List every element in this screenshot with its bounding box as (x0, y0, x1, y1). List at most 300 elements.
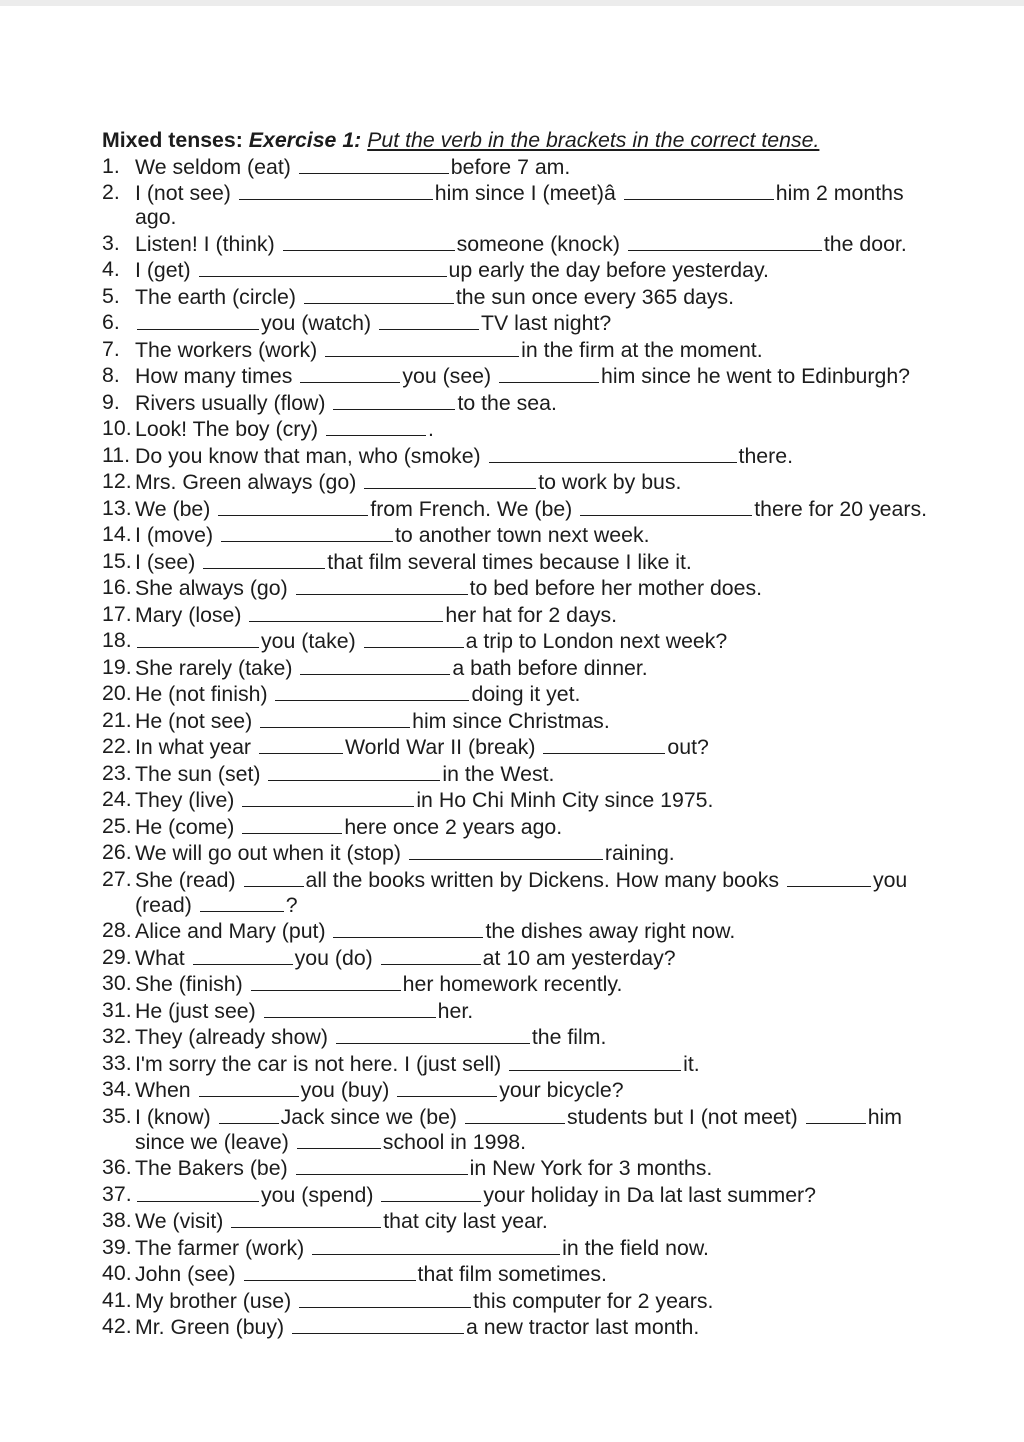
item-number: 17. (102, 601, 132, 626)
item-line (135, 628, 982, 653)
item-text-part: raining. (604, 841, 675, 865)
item-number: 12. (102, 469, 132, 493)
answer-blank[interactable] (489, 443, 737, 463)
item-text-part: He (not see) (135, 708, 259, 733)
item-text-part: How many times (135, 364, 299, 388)
item-text (135, 867, 982, 917)
item-text-part: this computer for 2 years. (473, 1288, 714, 1313)
item-text (135, 814, 982, 839)
item-text-part: What (135, 945, 191, 970)
item-line (135, 522, 982, 547)
item-line (135, 496, 982, 521)
item-text-part: him since I (meet)â (434, 181, 622, 205)
item-line (135, 443, 982, 468)
answer-blank[interactable] (381, 945, 481, 965)
item-text-part: him 2 months (775, 181, 904, 205)
item-text-part: She (read) (135, 867, 242, 892)
exercise-sheet (102, 128, 982, 1339)
item-text (135, 681, 982, 706)
item-text-part: you (take) (261, 629, 362, 653)
item-text (135, 918, 982, 943)
exercise-item (102, 971, 982, 996)
item-text-part: The earth (circle) (135, 284, 302, 309)
item-number: 35. (102, 1103, 132, 1128)
item-number: 41. (102, 1287, 132, 1312)
item-text-part: to another town next week. (395, 523, 650, 547)
exercise-item (102, 918, 982, 943)
item-text (135, 708, 982, 733)
item-line (135, 1077, 982, 1102)
item-text-part: students but I (not meet) (566, 1104, 804, 1129)
answer-blank[interactable] (509, 1051, 681, 1071)
answer-blank[interactable] (199, 257, 447, 277)
item-text-part: She rarely (take) (135, 655, 299, 680)
item-text-part: him since he went to Edinburgh? (601, 364, 911, 388)
item-number: 25. (102, 813, 132, 838)
item-line (135, 708, 982, 733)
answer-blank[interactable] (580, 496, 752, 516)
item-text-part: someone (knock) (456, 231, 626, 256)
answer-blank[interactable] (296, 575, 468, 595)
answer-blank[interactable] (259, 734, 343, 754)
item-text-part: a new tractor last month. (466, 1315, 700, 1339)
item-text-part: (read) (135, 892, 198, 917)
item-number: 2. (102, 180, 120, 204)
item-text-part: We seldom (eat) (135, 154, 297, 179)
exercise-item (102, 1182, 982, 1207)
item-text-part: your holiday in Da lat last summer? (483, 1182, 816, 1207)
item-line (135, 1155, 982, 1180)
exercise-item (102, 655, 982, 680)
item-line (135, 575, 982, 600)
exercise-heading (102, 128, 982, 152)
answer-blank[interactable] (137, 628, 259, 648)
item-text (135, 310, 982, 335)
item-text-part: a trip to London next week? (465, 629, 728, 653)
item-number: 19. (102, 654, 132, 679)
item-text-part: He (just see) (135, 998, 262, 1023)
item-text-part: World War II (break) (344, 735, 542, 759)
item-number: 34. (102, 1077, 132, 1101)
item-line (135, 1261, 982, 1286)
item-number: 18. (102, 628, 132, 652)
item-text-part: Mrs. Green always (go) (135, 470, 363, 494)
item-line-continued (135, 205, 982, 229)
item-text-part: you (see) (402, 364, 498, 388)
exercise-item (102, 1024, 982, 1049)
answer-blank[interactable] (364, 469, 536, 489)
item-text-part: since we (leave) (135, 1129, 295, 1154)
item-text-part: TV last night? (481, 311, 612, 335)
item-number: 31. (102, 997, 132, 1022)
item-number: 13. (102, 495, 132, 520)
exercise-item (102, 549, 982, 574)
answer-blank[interactable] (300, 363, 400, 383)
item-line (135, 761, 982, 786)
answer-blank[interactable] (787, 867, 871, 887)
item-text-part: When (135, 1078, 197, 1102)
item-number: 24. (102, 787, 132, 811)
item-text-part: ? (285, 892, 298, 917)
item-number: 3. (102, 230, 120, 255)
answer-blank[interactable] (364, 628, 464, 648)
item-text-part: She (finish) (135, 972, 249, 996)
item-text (135, 840, 982, 865)
item-text-part: you (buy) (300, 1078, 396, 1102)
item-number: 7. (102, 336, 120, 361)
item-text (135, 363, 982, 388)
item-text-part: The farmer (work) (135, 1235, 311, 1260)
answer-blank[interactable] (221, 522, 393, 542)
item-number: 8. (102, 363, 120, 387)
exercise-item (102, 469, 982, 494)
answer-blank[interactable] (200, 892, 284, 912)
page-top-edge (0, 0, 1024, 6)
item-text (135, 1208, 982, 1233)
item-text (135, 257, 982, 282)
item-line (135, 416, 982, 441)
item-text (135, 337, 982, 362)
item-text-part: The workers (work) (135, 337, 324, 362)
item-text (135, 496, 982, 521)
item-number: 11. (102, 442, 131, 467)
answer-blank[interactable] (806, 1104, 866, 1124)
answer-blank[interactable] (312, 1235, 560, 1255)
item-text-part: We (be) (135, 496, 217, 521)
item-text (135, 998, 982, 1023)
exercise-item (102, 257, 982, 282)
answer-blank[interactable] (244, 1261, 416, 1281)
exercise-item (102, 443, 982, 468)
answer-blank[interactable] (299, 154, 449, 174)
item-line (135, 681, 982, 706)
answer-blank[interactable] (260, 708, 410, 728)
item-line-continued (135, 1129, 982, 1154)
item-text (135, 1155, 982, 1180)
item-text-part: in New York for 3 months. (469, 1156, 713, 1180)
exercise-item (102, 628, 982, 653)
item-text-part: you (watch) (261, 311, 377, 335)
item-number: 6. (102, 310, 120, 334)
exercise-item (102, 231, 982, 256)
item-text-part: They (already show) (135, 1025, 334, 1049)
exercise-item (102, 575, 982, 600)
item-text-part: He (come) (135, 814, 241, 839)
item-line (135, 257, 982, 282)
item-text-part: that film sometimes. (417, 1262, 607, 1286)
item-text (135, 1024, 982, 1049)
item-text-part: They (live) (135, 788, 241, 812)
item-number: 15. (102, 548, 132, 573)
item-number: 22. (102, 734, 132, 758)
answer-blank[interactable] (300, 655, 450, 675)
item-text-part: her hat for 2 days. (445, 602, 618, 627)
item-text-part: We (visit) (135, 1209, 230, 1233)
item-text (135, 1314, 982, 1339)
item-text-part: The sun (set) (135, 761, 267, 786)
item-number: 27. (102, 866, 132, 891)
item-text-part: at 10 am yesterday? (482, 945, 676, 970)
item-text-part: I (not see) (135, 181, 237, 205)
item-text-part: before 7 am. (450, 154, 571, 179)
exercise-item (102, 180, 982, 229)
item-text-part: Mr. Green (buy) (135, 1315, 291, 1339)
exercise-item (102, 1261, 982, 1286)
item-text-part: her. (437, 998, 474, 1023)
item-line (135, 840, 982, 865)
item-text-part: ago. (135, 205, 177, 229)
item-line (135, 998, 982, 1023)
item-text (135, 1235, 982, 1260)
answer-blank[interactable] (193, 945, 293, 965)
answer-blank[interactable] (242, 787, 414, 807)
answer-blank[interactable] (397, 1077, 497, 1097)
item-text-part: the film. (531, 1025, 607, 1049)
answer-blank[interactable] (231, 1208, 381, 1228)
exercise-item (102, 867, 982, 917)
answer-blank[interactable] (325, 337, 519, 357)
item-number: 5. (102, 283, 120, 308)
answer-blank[interactable] (249, 602, 443, 622)
item-text (135, 154, 982, 179)
answer-blank[interactable] (499, 363, 599, 383)
item-line (135, 1288, 982, 1313)
item-number: 36. (102, 1155, 132, 1179)
item-number: 29. (102, 944, 132, 969)
item-text-part: your bicycle? (499, 1078, 624, 1102)
item-line (135, 231, 982, 256)
exercise-item (102, 496, 982, 521)
answer-blank[interactable] (239, 180, 433, 200)
exercise-item (102, 734, 982, 759)
item-line (135, 945, 982, 970)
item-text-part: Listen! I (think) (135, 231, 281, 256)
item-line (135, 390, 982, 415)
exercise-item (102, 787, 982, 812)
item-number: 37. (102, 1181, 132, 1206)
item-line (135, 787, 982, 812)
answer-blank[interactable] (304, 284, 454, 304)
item-number: 40. (102, 1261, 132, 1285)
item-text-part: all the books written by Dickens. How many books (305, 867, 785, 892)
item-text (135, 1051, 982, 1076)
answer-blank[interactable] (543, 734, 665, 754)
item-number: 14. (102, 522, 132, 546)
item-text-part: that city last year. (383, 1209, 548, 1233)
exercise-item (102, 1288, 982, 1313)
item-text (135, 443, 982, 468)
item-line (135, 918, 982, 943)
item-text (135, 787, 982, 812)
answer-blank[interactable] (336, 1024, 530, 1044)
answer-blank[interactable] (264, 998, 436, 1018)
exercise-item (102, 154, 982, 179)
item-text-part: to bed before her mother does. (469, 576, 763, 600)
item-text-part: I (get) (135, 258, 197, 282)
item-text-part: from French. We (be) (370, 496, 579, 521)
item-text-part: to the sea. (457, 390, 557, 415)
item-text (135, 945, 982, 970)
item-number: 42. (102, 1314, 132, 1338)
item-text-part: I (move) (135, 523, 220, 547)
item-text-part: you (do) (294, 945, 379, 970)
answer-blank[interactable] (624, 180, 774, 200)
answer-blank[interactable] (628, 231, 822, 251)
item-number: 10. (102, 416, 132, 440)
item-text (135, 231, 982, 256)
item-text-part: in the firm at the moment. (521, 337, 763, 362)
item-text (135, 549, 982, 574)
item-text-part: him since Christmas. (412, 708, 610, 733)
item-line (135, 602, 982, 627)
exercise-item (102, 840, 982, 865)
exercise-item (102, 363, 982, 388)
item-text-part: In what year (135, 735, 257, 759)
item-number: 32. (102, 1024, 132, 1048)
item-line (135, 363, 982, 388)
item-text (135, 469, 982, 494)
item-text-part: I (see) (135, 549, 202, 574)
exercise-item (102, 1155, 982, 1180)
answer-blank[interactable] (199, 1077, 299, 1097)
item-text-part: We will go out when it (stop) (135, 841, 407, 865)
answer-blank[interactable] (465, 1104, 565, 1124)
item-text-part: I'm sorry the car is not here. I (just sell) (135, 1051, 508, 1076)
item-line (135, 734, 982, 759)
item-text (135, 734, 982, 759)
exercise-item (102, 1104, 982, 1154)
item-line (135, 549, 982, 574)
exercise-item (102, 945, 982, 970)
item-line (135, 1024, 982, 1049)
item-text-part: there. (738, 443, 794, 468)
item-text-part: I (know) (135, 1104, 217, 1129)
exercise-item (102, 1314, 982, 1339)
item-text-part: up early the day before yesterday. (448, 258, 769, 282)
item-line (135, 154, 982, 179)
item-line (135, 337, 982, 362)
item-line (135, 971, 982, 996)
exercise-item (102, 761, 982, 786)
exercise-item (102, 1235, 982, 1260)
item-line (135, 180, 982, 205)
item-text-part: it. (683, 1051, 700, 1076)
exercise-item (102, 681, 982, 706)
answer-blank[interactable] (268, 761, 440, 781)
answer-blank[interactable] (381, 1182, 481, 1202)
item-text (135, 284, 982, 309)
item-text (135, 416, 982, 441)
answer-blank[interactable] (275, 681, 469, 701)
item-line-continued (135, 892, 982, 917)
item-text-part: school in 1998. (382, 1129, 527, 1154)
heading-exercise: Exercise 1: (248, 128, 362, 152)
answer-blank[interactable] (409, 840, 603, 860)
item-text-part: her homework recently. (402, 972, 623, 996)
item-number: 4. (102, 257, 120, 281)
answer-blank[interactable] (333, 918, 483, 938)
item-number: 1. (102, 153, 120, 178)
exercise-item (102, 1077, 982, 1102)
answer-blank[interactable] (218, 496, 368, 516)
item-line (135, 1051, 982, 1076)
item-text-part: a bath before dinner. (452, 655, 648, 680)
answer-blank[interactable] (326, 416, 426, 436)
item-line (135, 655, 982, 680)
exercise-item (102, 310, 982, 335)
item-text (135, 628, 982, 653)
answer-blank[interactable] (244, 867, 304, 887)
exercise-item (102, 1051, 982, 1076)
answer-blank[interactable] (219, 1104, 279, 1124)
item-text (135, 1288, 982, 1313)
item-text-part: doing it yet. (471, 682, 581, 706)
item-text (135, 655, 982, 680)
answer-blank[interactable] (333, 390, 455, 410)
answer-blank[interactable] (292, 1314, 464, 1334)
item-text (135, 602, 982, 627)
item-line (135, 1235, 982, 1260)
item-text-part: to work by bus. (538, 470, 682, 494)
item-text-part: out? (667, 735, 709, 759)
item-line (135, 310, 982, 335)
answer-blank[interactable] (379, 310, 479, 330)
exercise-item (102, 390, 982, 415)
item-number: 21. (102, 707, 132, 732)
item-number: 28. (102, 918, 132, 942)
exercise-item (102, 284, 982, 309)
item-number: 33. (102, 1050, 132, 1075)
item-text-part: there for 20 years. (754, 496, 928, 521)
item-text (135, 971, 982, 996)
item-text-part: Jack since we (be) (280, 1104, 463, 1129)
answer-blank[interactable] (203, 549, 325, 569)
answer-blank[interactable] (242, 814, 342, 834)
item-number: 9. (102, 389, 120, 414)
exercise-list (102, 154, 982, 1340)
answer-blank[interactable] (251, 971, 401, 991)
item-text-part: the sun once every 365 days. (455, 284, 735, 309)
item-text-part: in the West. (442, 761, 555, 786)
item-text-part: Mary (lose) (135, 602, 248, 627)
item-number: 20. (102, 681, 132, 705)
answer-blank[interactable] (283, 231, 455, 251)
item-text-part: He (not finish) (135, 682, 274, 706)
item-text (135, 522, 982, 547)
item-text-part: you (spend) (261, 1182, 380, 1207)
item-text (135, 390, 982, 415)
exercise-item (102, 522, 982, 547)
item-text-part: Rivers usually (flow) (135, 390, 332, 415)
answer-blank[interactable] (137, 310, 259, 330)
answer-blank[interactable] (137, 1182, 259, 1202)
answer-blank[interactable] (299, 1288, 471, 1308)
item-text-part: that film several times because I like it. (327, 549, 692, 574)
item-text (135, 1182, 982, 1207)
answer-blank[interactable] (296, 1155, 468, 1175)
item-line (135, 469, 982, 494)
item-text-part: She always (go) (135, 576, 294, 600)
item-line (135, 1182, 982, 1207)
answer-blank[interactable] (297, 1129, 381, 1149)
exercise-item (102, 998, 982, 1023)
item-text (135, 1261, 982, 1286)
exercise-item (102, 337, 982, 362)
item-text-part: the door. (823, 231, 907, 256)
exercise-item (102, 602, 982, 627)
heading-lead: Mixed tenses: (102, 128, 249, 152)
item-line (135, 1104, 982, 1129)
